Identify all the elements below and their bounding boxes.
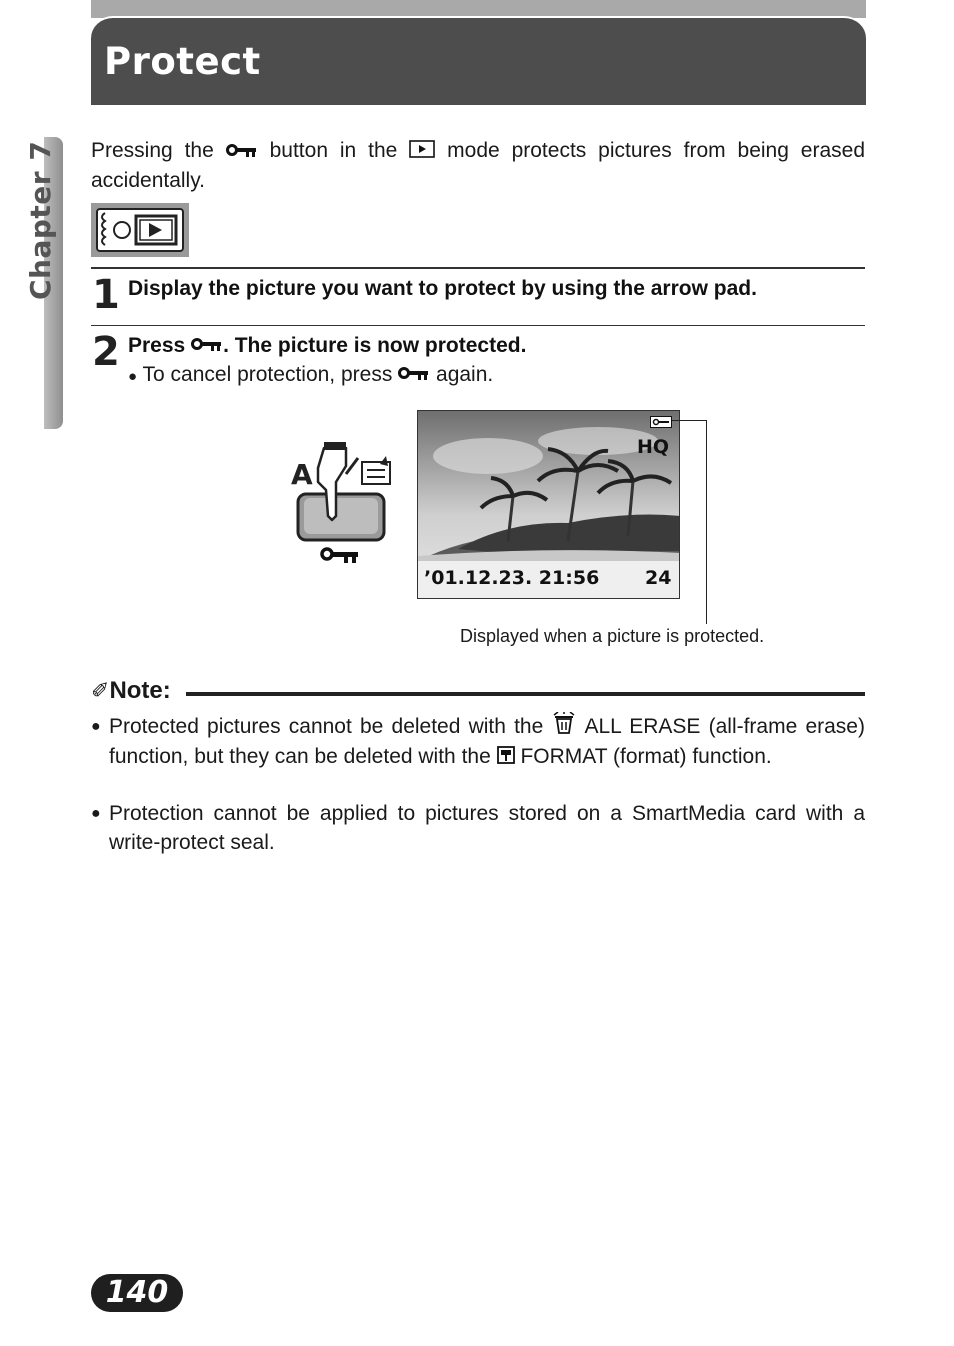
note-bullet-1-before: Protected pictures cannot be deleted with the	[109, 715, 544, 738]
note-heading-text: Note:	[109, 677, 171, 704]
lcd-frame-number: 24	[645, 567, 672, 589]
playback-icon	[409, 137, 435, 166]
step-1-text: Display the picture you want to protect by using the arrow pad.	[128, 277, 757, 300]
note-bullet-1-middle: ALL ERASE (all-frame erase) function, but they can be deleted with the	[109, 715, 865, 769]
mode-dial-icon	[91, 203, 189, 257]
note-bullet-1	[91, 712, 865, 772]
page-number-badge	[91, 1274, 183, 1312]
button-letter-a: A	[291, 458, 313, 491]
step-1-number: 1	[92, 272, 120, 318]
button-press-graphic	[288, 438, 398, 568]
intro-text-3: mode protects pictures from being erased accidentally.	[91, 139, 866, 192]
note-bullet-1-after: FORMAT (format) function.	[520, 745, 772, 769]
lcd-quality: HQ	[637, 436, 670, 458]
lcd-datetime: ’01.12.23. 21:56	[424, 567, 600, 589]
section-divider	[91, 267, 865, 269]
step-2-text-before: Press	[128, 334, 186, 357]
all-erase-icon	[551, 712, 577, 742]
note-heading	[91, 677, 171, 705]
callout-line	[706, 420, 707, 624]
key-icon	[226, 137, 258, 166]
step-2-sub-before: To cancel protection, press	[142, 363, 393, 386]
key-icon	[322, 549, 358, 563]
note-bullet-2	[91, 799, 865, 857]
step-2-text	[128, 332, 526, 360]
callout-line	[672, 420, 707, 421]
note-rule	[186, 692, 865, 696]
step-2-subtext	[128, 361, 493, 391]
key-icon	[191, 332, 223, 360]
step-divider	[91, 325, 865, 326]
protect-indicator-icon	[650, 416, 672, 428]
lcd-caption: Displayed when a picture is protected.	[460, 626, 765, 646]
pencil-icon: ✐	[91, 678, 110, 703]
step-2-sub-after: again.	[436, 363, 494, 386]
bullet-dot: ●	[128, 368, 138, 385]
note-bullet-2-text: Protection cannot be applied to pictures stored on a SmartMedia card with a write-protect seal.	[109, 802, 865, 854]
intro-paragraph	[91, 136, 865, 195]
chapter-label: Chapter 7	[24, 140, 57, 300]
intro-text-2: button in the	[269, 139, 398, 162]
step-2-text-after: . The picture is now protected.	[223, 334, 527, 357]
mode-dial-indicator	[91, 203, 189, 257]
format-icon	[497, 743, 515, 772]
intro-text-1: Pressing the	[91, 139, 214, 162]
lcd-screen	[417, 410, 680, 599]
page-title: Protect	[104, 40, 261, 83]
camera-button-illustration	[288, 438, 398, 568]
bullet-dot: ●	[91, 805, 101, 822]
title-bar	[91, 16, 866, 105]
bullet-dot: ●	[91, 718, 101, 735]
key-icon	[398, 361, 430, 389]
step-2-number: 2	[92, 329, 120, 375]
page-number: 140	[105, 1275, 169, 1310]
